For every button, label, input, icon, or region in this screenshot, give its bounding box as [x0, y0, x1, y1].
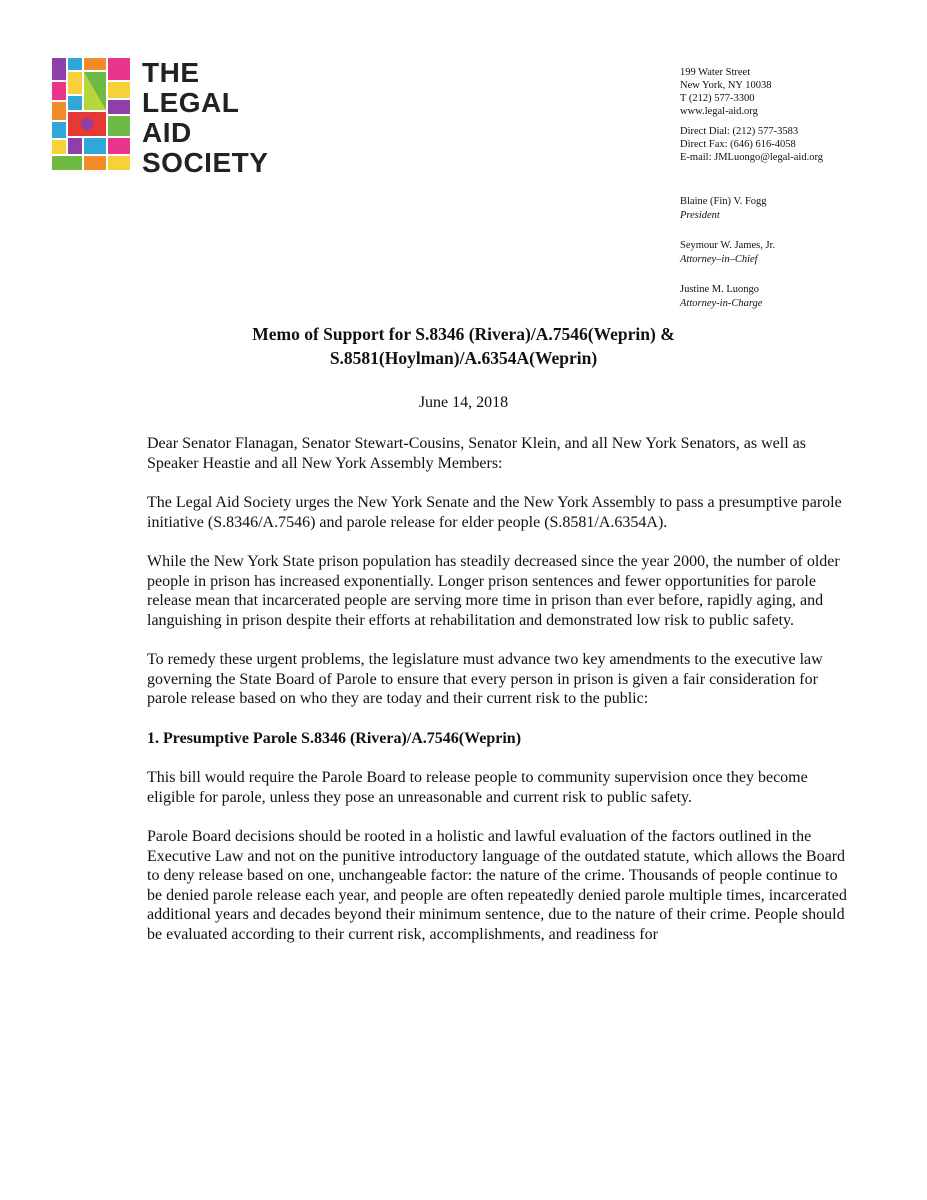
officer [680, 195, 920, 223]
org-name-line: AID [142, 117, 192, 148]
officer-name: Justine M. Luongo [680, 284, 760, 295]
paragraph: To remedy these urgent problems, the legislature must advance two key amendments to the executive law governing the State Board of Parole to ensure that every person in prison is given a fair consideration for parole release based on who they are today and their current risk to the public: [147, 651, 823, 707]
officers-block [680, 195, 920, 327]
section-heading: 1. Presumptive Parole S.8346 (Rivera)/A.7546(Weprin) [147, 729, 522, 747]
org-name-line: THE [142, 57, 200, 88]
contact-block [680, 66, 920, 164]
direct-dial: Direct Dial: (212) 577-3583 [680, 126, 799, 137]
org-name-line: LEGAL [142, 87, 240, 118]
paragraph: The Legal Aid Society urges the New York Senate and the New York Assembly to pass a presumptive parole initiative (S.8346/A.7546) and parole release for elder people (S.8581/A.6354A). [147, 494, 842, 531]
officer [680, 283, 920, 311]
officer-name: Seymour W. James, Jr. [680, 240, 776, 251]
officer-name: Blaine (Fin) V. Fogg [680, 196, 767, 207]
officer-role: President [680, 210, 720, 221]
address-line-2: New York, NY 10038 [680, 80, 772, 91]
memo-title [0, 322, 927, 370]
memo-title-line-1: Memo of Support for S.8346 (Rivera)/A.7546(Weprin) & [252, 324, 675, 344]
memo-body [147, 434, 847, 964]
memo-date: June 14, 2018 [418, 394, 509, 411]
website: www.legal-aid.org [680, 106, 758, 117]
phone: T (212) 577-3300 [680, 93, 755, 104]
officer-role: Attorney–in–Chief [680, 254, 758, 265]
officer [680, 239, 920, 267]
paragraph: This bill would require the Parole Board to release people to community supervision once they become eligible for parole, unless they pose an unreasonable and current risk to public safety. [147, 769, 808, 806]
salutation: Dear Senator Flanagan, Senator Stewart-Cousins, Senator Klein, and all New York Senators, as well as Speaker Heastie and all New York Assembly Members: [147, 435, 806, 472]
org-name-line: SOCIETY [142, 147, 269, 178]
email: E-mail: JMLuongo@legal-aid.org [680, 152, 824, 163]
officer-role: Attorney-in-Charge [680, 298, 763, 309]
memo-title-line-2: S.8581(Hoylman)/A.6354A(Weprin) [329, 348, 598, 368]
paragraph: Parole Board decisions should be rooted in a holistic and lawful evaluation of the factors outlined in the Executive Law and not on the punitive introductory language of the outdated statute, which allows the Board to deny release based on one, unchangeable factor: the nature of the crime. Thousands of people continue to be denied parole release each year, and people are often repeatedly denied parole multiple times, incarcerated additional years and decades beyond their minimum sentence, due to the nature of their crime. People should be evaluated according to their current risk, accomplishments, and readiness for [147, 828, 847, 943]
direct-fax: Direct Fax: (646) 616-4058 [680, 139, 796, 150]
address-line-1: 199 Water Street [680, 67, 751, 78]
legal-aid-logo-mark [52, 58, 132, 173]
paragraph: While the New York State prison population has steadily decreased since the year 2000, the number of older people in prison has increased exponentially. Longer prison sentences and fewer opportunities for parole release mean that incarcerated people are serving more time in prison than ever before, rapidly aging, and languishing in prison despite their efforts at rehabilitation and demonstrated low risk to public safety. [147, 553, 840, 629]
organization-name [142, 58, 268, 178]
